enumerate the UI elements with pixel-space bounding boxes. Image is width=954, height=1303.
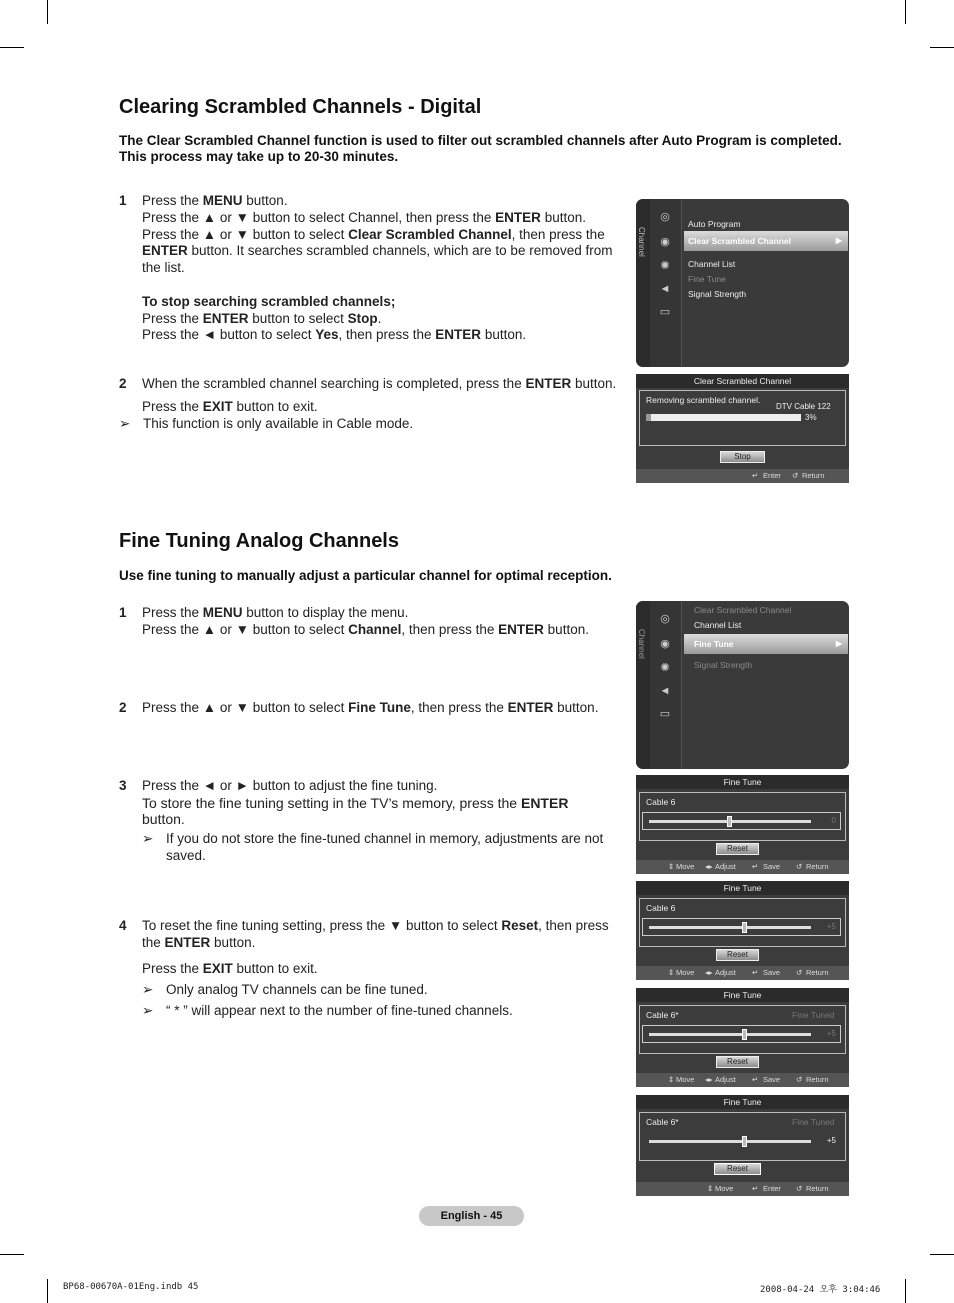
move-icon: ⇕	[668, 1075, 675, 1084]
section-lead-clearing: The Clear Scrambled Channel function is used to filter out scrambled channels after Auto Program is completed. This process may take up to 20-30 minutes.	[119, 133, 842, 164]
input-icon: ◄	[659, 685, 671, 697]
reset-button[interactable]: Reset	[716, 843, 759, 855]
fine-tune-panel-3: Fine Tune Cable 6* Fine Tuned +5 Reset ⇕ Move ◂▸ Adjust ↵ Save ↺ Return	[636, 988, 849, 1087]
sound-icon: ◉	[660, 638, 670, 650]
move-icon: ⇕	[707, 1184, 714, 1193]
step-1-fine: 1 Press the MENU button to display the menu. Press the ▲ or ▼ button to select Channel, then press the ENTER button.	[119, 605, 589, 637]
page-number: English - 45	[419, 1206, 524, 1226]
input-icon: ◄	[659, 283, 671, 295]
section-title-clearing: Clearing Scrambled Channels - Digital	[119, 96, 482, 118]
enter-icon: ↵	[752, 471, 759, 480]
menu-item-fine-tune: Fine Tune	[688, 274, 726, 284]
channel-label: Cable 6*	[646, 1117, 679, 1127]
fine-tune-slider[interactable]: +5	[642, 1132, 841, 1150]
menu-item-fine-tune[interactable]: Fine Tune ▶	[684, 634, 848, 654]
stop-button[interactable]: Stop	[720, 451, 765, 463]
file-name: BP68-00670A-01Eng.indb 45	[63, 1282, 199, 1292]
return-icon: ↺	[792, 471, 799, 480]
channel-label: Cable 6*	[646, 1010, 679, 1020]
progress-bar	[646, 414, 801, 421]
fine-tune-panel-4: Fine Tune Cable 6* Fine Tuned +5 Reset ⇕ Move ↵ Enter ↺ Return	[636, 1095, 849, 1196]
save-icon: ↵	[752, 1075, 759, 1084]
step-1-clearing: 1 Press the MENU button. Press the ▲ or ▼ button to select Channel, then press the ENTER button. Press the ▲ or ▼ button to select Clear Scrambled Channel, then press the ENTER button. It searches scrambled channels, which are to be removed from the list. To stop searching scrambled channels; Press the ENTER button to select Stop. Press the ◄ button to select Yes, then press the ENTER button.	[119, 193, 613, 343]
section-lead-fine-tuning: Use fine tuning to manually adjust a particular channel for optimal reception.	[119, 568, 612, 583]
step-4-fine: 4 To reset the fine tuning setting, press the ▼ button to select Reset, then press the ENTER button. Press the EXIT button to exit. ➢ Only analog TV channels can be fine tuned. ➢ “ * ” will appear next to the number of fine-tuned channels.	[119, 918, 609, 1019]
note-cable-mode: ➢ This function is only available in Cable mode.	[119, 416, 414, 431]
return-icon: ↺	[796, 1184, 803, 1193]
menu-item-signal-strength[interactable]: Signal Strength	[688, 289, 747, 299]
menu-item-clear-scrambled[interactable]: Clear Scrambled Channel ▶	[684, 231, 848, 251]
return-icon: ↺	[796, 862, 803, 871]
save-icon: ↵	[752, 968, 759, 977]
move-icon: ⇕	[668, 968, 675, 977]
channel-label: Cable 6	[646, 797, 676, 807]
setup-icon: ✺	[660, 662, 670, 674]
reset-button[interactable]: Reset	[714, 1163, 761, 1175]
step-2-clearing: 2 When the scrambled channel searching is completed, press the ENTER button. Press the EXIT button to exit.	[119, 376, 617, 414]
application-icon: ▭	[659, 708, 671, 720]
adjust-icon: ◂▸	[705, 1075, 713, 1084]
menu-item-channel-list[interactable]: Channel List	[694, 620, 742, 630]
return-icon: ↺	[796, 968, 803, 977]
channel-menu-2: Channel ◎ ◉ ✺ ◄ ▭ Clear Scrambled Channel Channel List Fine Tune ▶ Signal Strength	[636, 601, 849, 769]
clear-scrambled-dialog: Clear Scrambled Channel Removing scrambled channel. DTV Cable 122 3% Stop ↵ Enter ↺ Return	[636, 374, 849, 483]
menu-item-signal-strength: Signal Strength	[694, 660, 753, 670]
fine-tune-slider[interactable]: 0	[642, 812, 841, 830]
fine-tune-panel-1: Fine Tune Cable 6 0 Reset ⇕ Move ◂▸ Adjust ↵ Save ↺ Return	[636, 775, 849, 874]
return-icon: ↺	[796, 1075, 803, 1084]
application-icon: ▭	[659, 306, 671, 318]
print-date: 2008-04-24 오후 3:04:46	[760, 1285, 881, 1295]
save-icon: ↵	[752, 862, 759, 871]
adjust-icon: ◂▸	[705, 862, 713, 871]
menu-item-clear-scrambled: Clear Scrambled Channel	[694, 605, 792, 615]
enter-icon: ↵	[752, 1184, 759, 1193]
sound-icon: ◉	[660, 236, 670, 248]
channel-menu-1: Channel ◎ ◉ ✺ ◄ ▭ Auto Program Clear Scrambled Channel ▶ Channel List Fine Tune Signal Strength	[636, 199, 849, 367]
picture-icon: ◎	[660, 211, 670, 223]
menu-item-auto-program[interactable]: Auto Program	[688, 219, 741, 229]
move-icon: ⇕	[668, 862, 675, 871]
fine-tune-slider[interactable]: +5	[642, 1025, 841, 1043]
fine-tuned-label: Fine Tuned	[792, 1010, 835, 1020]
menu-item-channel-list[interactable]: Channel List	[688, 259, 736, 269]
setup-icon: ✺	[660, 260, 670, 272]
adjust-icon: ◂▸	[705, 968, 713, 977]
fine-tune-slider[interactable]: +5	[642, 918, 841, 936]
channel-label: Cable 6	[646, 903, 676, 913]
fine-tuned-label: Fine Tuned	[792, 1117, 835, 1127]
step-2-fine: 2 Press the ▲ or ▼ button to select Fine Tune, then press the ENTER button.	[119, 700, 599, 715]
reset-button[interactable]: Reset	[716, 1056, 759, 1068]
section-title-fine-tuning: Fine Tuning Analog Channels	[119, 530, 399, 552]
picture-icon: ◎	[660, 613, 670, 625]
fine-tune-panel-2: Fine Tune Cable 6 +5 Reset ⇕ Move ◂▸ Adjust ↵ Save ↺ Return	[636, 881, 849, 980]
reset-button[interactable]: Reset	[716, 949, 759, 961]
step-3-fine: 3 Press the ◄ or ► button to adjust the fine tuning. To store the fine tuning setting in the TV’s memory, press the ENTER button. ➢ If you do not store the fine-tuned channel in memory, adjustments are not saved.	[119, 778, 604, 863]
